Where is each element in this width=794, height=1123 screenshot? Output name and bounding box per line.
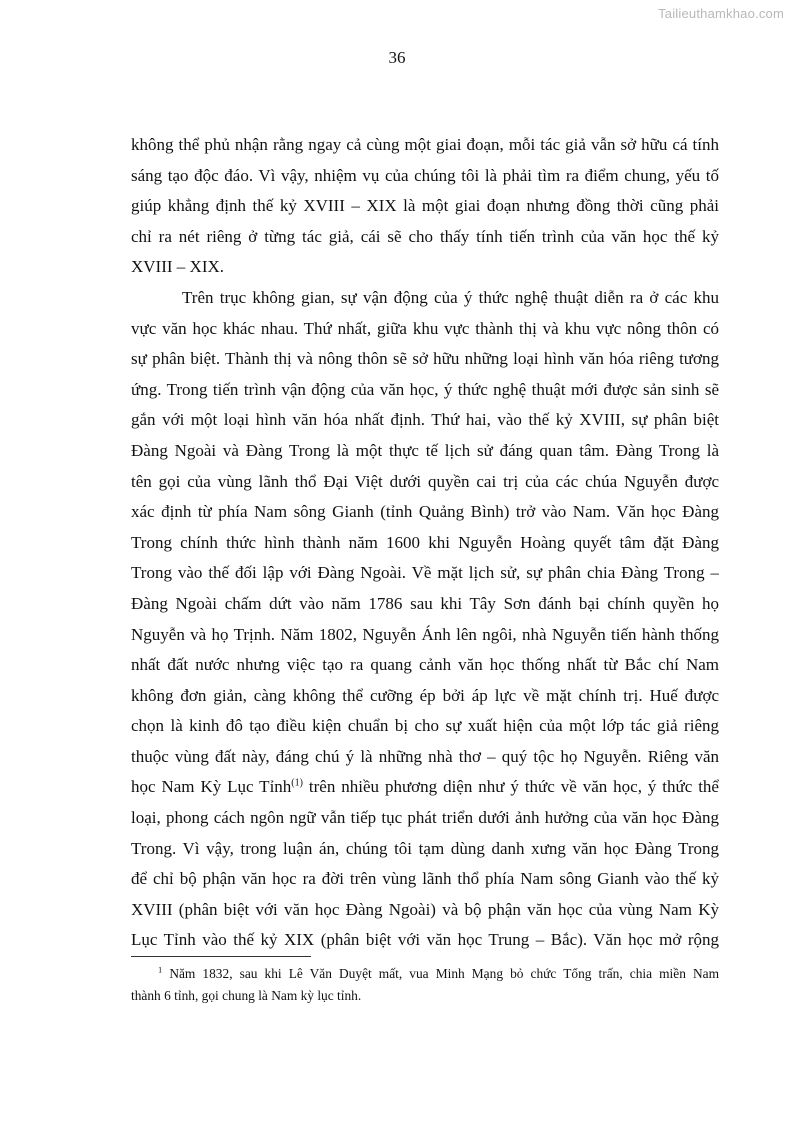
body-text xyxy=(131,130,719,956)
footnote-ref[interactable]: (1) xyxy=(291,777,303,789)
footnote-line: thành 6 tỉnh, gọi chung là Nam kỳ lục tỉnh. xyxy=(131,988,362,1003)
text-line: chọn là kinh đô tạo điều kiện chuẩn bị cho sự xuất hiện của một lớp tác giả riêng xyxy=(131,716,719,736)
text-line: chỉ ra nét riêng ở từng tác giả, cái sẽ cho thấy tính tiến trình của văn học thế kỷ xyxy=(131,226,719,246)
page-number: 36 xyxy=(388,48,406,67)
text-segment: học Nam Kỳ Lục Tỉnh xyxy=(131,777,292,797)
text-line: Đàng Ngoài và Đàng Trong là một thực tế lịch sử đáng quan tâm. Đàng Trong là xyxy=(131,440,719,460)
watermark: Tailieuthamkhao.com xyxy=(658,6,784,21)
text-line: Trong. Vì vậy, trong luận án, chúng tôi tạm dùng danh xưng văn học Đàng Trong xyxy=(131,838,719,858)
text-line: giúp khẳng định thế kỷ XVIII – XIX là một giai đoạn nhưng đồng thời cũng phải xyxy=(131,196,719,216)
footnote-text: Năm 1832, sau khi Lê Văn Duyệt mất, vua Minh Mạng bỏ chức Tổng trấn, chia miền Nam xyxy=(162,966,719,981)
text-line: XVIII – XIX. xyxy=(131,257,225,277)
paragraph-2 xyxy=(131,283,719,956)
text-line: sáng tạo độc đáo. Vì vậy, nhiệm vụ của chúng tôi là phải tìm ra điểm chung, yếu tố xyxy=(131,165,719,185)
text-line: thuộc vùng đất này, đáng chú ý là những nhà thơ – quý tộc họ Nguyễn. Riêng văn xyxy=(131,746,719,766)
text-line: tên gọi của vùng lãnh thổ Đại Việt dưới quyền cai trị của các chúa Nguyễn được xyxy=(131,471,719,491)
text-segment: trên nhiều phương diện như ý thức về văn học, ý thức thể xyxy=(302,777,719,797)
text-line: sự phân biệt. Thành thị và nông thôn sẽ sở hữu những loại hình văn hóa riêng tương xyxy=(131,349,719,369)
text-line: loại, phong cách ngôn ngữ vẫn tiếp tục phát triển dưới ảnh hưởng của văn học Đàng xyxy=(131,808,719,828)
footnote-divider xyxy=(131,956,311,957)
text-line: Trong vào thế đối lập với Đàng Ngoài. Về mặt lịch sử, sự phân chia Đàng Trong – xyxy=(131,563,719,583)
paragraph-1 xyxy=(131,130,719,283)
footnote-mark: 1 xyxy=(158,964,163,975)
footnote-line xyxy=(131,963,719,985)
text-line: Nguyễn và họ Trịnh. Năm 1802, Nguyễn Ánh lên ngôi, nhà Nguyễn tiến hành thống xyxy=(131,624,719,644)
text-line: Đàng Ngoài chấm dứt vào năm 1786 sau khi Tây Sơn đánh bại chính quyền họ xyxy=(131,593,719,613)
footnote xyxy=(131,963,719,1007)
text-line: vực văn học khác nhau. Thứ nhất, giữa khu vực thành thị và khu vực nông thôn có xyxy=(131,318,719,338)
text-line: không thể phủ nhận rằng ngay cả cùng một giai đoạn, mỗi tác giả vẫn sở hữu cá tính xyxy=(131,135,719,154)
text-line: ứng. Trong tiến trình vận động của văn học, ý thức nghệ thuật mới được sản sinh sẽ xyxy=(131,379,719,399)
text-line: XVIII (phân biệt với văn học Đàng Ngoài) và bộ phận văn học của vùng Nam Kỳ xyxy=(131,899,719,919)
text-line-with-footnote-ref xyxy=(131,772,719,803)
text-line: để chỉ bộ phận văn học ra đời trên vùng lãnh thổ phía Nam sông Gianh vào thế kỷ xyxy=(131,869,719,889)
text-line: Lục Tỉnh vào thế kỷ XIX (phân biệt với văn học Trung – Bắc). Văn học mở rộng xyxy=(131,930,719,950)
text-line: nhất đất nước nhưng việc tạo ra quang cảnh văn học thống nhất từ Bắc chí Nam xyxy=(131,655,719,675)
text-line: Trong chính thức hình thành năm 1600 khi Nguyễn Hoàng quyết tâm đặt Đàng xyxy=(131,532,719,552)
text-line: Trên trục không gian, sự vận động của ý thức nghệ thuật diễn ra ở các khu xyxy=(182,287,719,307)
text-line: không đơn giản, càng không thể cưỡng ép bởi áp lực về mặt chính trị. Huế được xyxy=(131,685,719,705)
text-line: gắn với một loại hình văn hóa nhất định. Thứ hai, vào thế kỷ XVIII, sự phân biệt xyxy=(131,410,719,430)
text-line: xác định từ phía Nam sông Gianh (tỉnh Quảng Bình) trở vào Nam. Văn học Đàng xyxy=(131,502,719,522)
